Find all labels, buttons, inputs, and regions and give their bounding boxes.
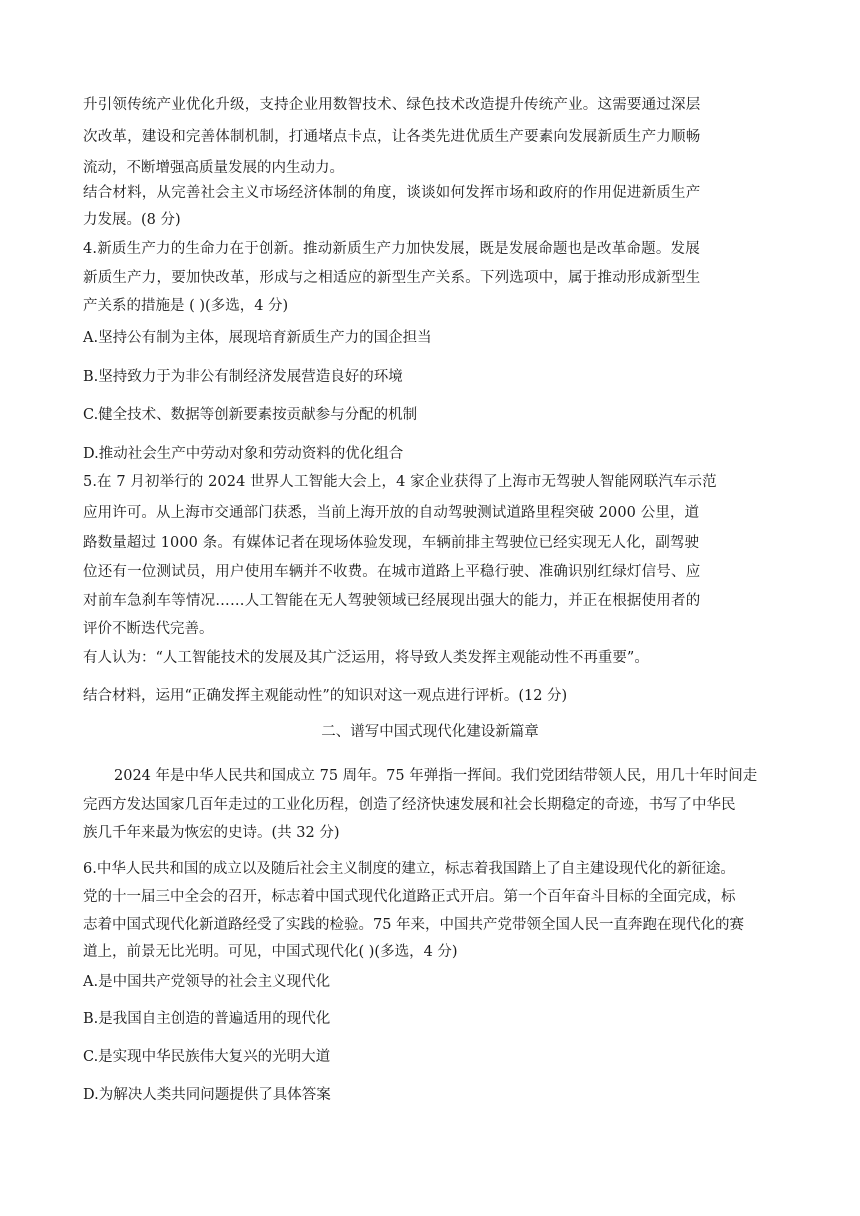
q5-task: 结合材料，运用“正确发挥主观能动性”的知识对这一观点进行评析。(12 分) [83, 688, 568, 704]
q6-option-b: B.是我国自主创造的普遍适用的现代化 [83, 1011, 331, 1027]
q6-stem-line: 党的十一届三中全会的召开，标志着中国式现代化道路正式开启。第一个百年奋斗目标的全面完成，标 [83, 889, 736, 905]
section-title: 二、谱写中国式现代化建设新篇章 [321, 724, 539, 740]
q5-view: 有人认为：“人工智能技术的发展及其广泛运用，将导致人类发挥主观能动性不再重要”。 [83, 650, 649, 666]
q5-stem-line: 位还有一位测试员，用户使用车辆并不收费。在城市道路上平稳行驶、准确识别红绿灯信号、应 [83, 564, 701, 580]
q6-stem-line: 道上，前景无比光明。可见，中国式现代化( )(多选，4 分) [83, 944, 458, 960]
q3-task-line: 结合材料，从完善社会主义市场经济体制的角度，谈谈如何发挥市场和政府的作用促进新质生产 [83, 185, 701, 201]
q4-stem-line: 新质生产力，要加快改革，形成与之相适应的新型生产关系。下列选项中，属于推动形成新型生 [83, 270, 701, 286]
q5-stem-line: 对前车急刹车等情况……人工智能在无人驾驶领域已经展现出强大的能力，并正在根据使用者的 [83, 593, 701, 609]
q3-text-line: 流动，不断增强高质量发展的内生动力。 [83, 160, 344, 176]
q3-text-line: 升引领传统产业优化升级，支持企业用数智技术、绿色技术改造提升传统产业。这需要通过深层 [83, 97, 701, 113]
q6-stem-line: 6.中华人民共和国的成立以及随后社会主义制度的建立，标志着我国踏上了自主建设现代化的新征途。 [83, 861, 735, 877]
q5-stem-line: 应用许可。从上海市交通部门获悉，当前上海开放的自动驾驶测试道路里程突破 2000 公里，道 [83, 505, 700, 521]
q5-stem-line: 评价不断迭代完善。 [83, 621, 214, 637]
q5-stem-line: 路数量超过 1000 条。有媒体记者在现场体验发现，车辆前排主驾驶位已经实现无人化，副驾驶 [83, 535, 700, 551]
section-intro-line: 完西方发达国家几百年走过的工业化历程，创造了经济快速发展和社会长期稳定的奇迹，书写了中华民 [83, 797, 736, 813]
q3-text-line: 次改革，建设和完善体制机制，打通堵点卡点，让各类先进优质生产要素向发展新质生产力顺畅 [83, 129, 701, 145]
q4-stem-line: 4.新质生产力的生命力在于创新。推动新质生产力加快发展，既是发展命题也是改革命题。发展 [83, 241, 700, 257]
q4-option-a: A.坚持公有制为主体，展现培育新质生产力的国企担当 [83, 330, 432, 346]
q6-option-c: C.是实现中华民族伟大复兴的光明大道 [83, 1049, 331, 1065]
q6-option-d: D.为解决人类共同问题提供了具体答案 [83, 1087, 331, 1103]
section-intro-line: 2024 年是中华人民共和国成立 75 周年。75 年弹指一挥间。我们党团结带领人民，用几十年时间走 [114, 768, 758, 784]
q6-stem-line: 志着中国式现代化新道路经受了实践的检验。75 年来，中国共产党带领全国人民一直奔跑在现代化的赛 [83, 917, 745, 933]
q4-option-b: B.坚持致力于为非公有制经济发展营造良好的环境 [83, 369, 403, 385]
q3-task-line: 力发展。(8 分) [83, 212, 181, 228]
section-intro-line: 族几千年来最为恢宏的史诗。(共 32 分) [83, 825, 340, 841]
q4-option-d: D.推动社会生产中劳动对象和劳动资料的优化组合 [83, 446, 404, 462]
q6-option-a: A.是中国共产党领导的社会主义现代化 [83, 974, 331, 990]
q4-stem-line: 产关系的措施是 ( )(多选，4 分) [83, 298, 289, 314]
q5-stem-line: 5.在 7 月初举行的 2024 世界人工智能大会上，4 家企业获得了上海市无驾驶人智能网联汽车示范 [83, 474, 717, 490]
q4-option-c: C.健全技术、数据等创新要素按贡献参与分配的机制 [83, 407, 418, 423]
